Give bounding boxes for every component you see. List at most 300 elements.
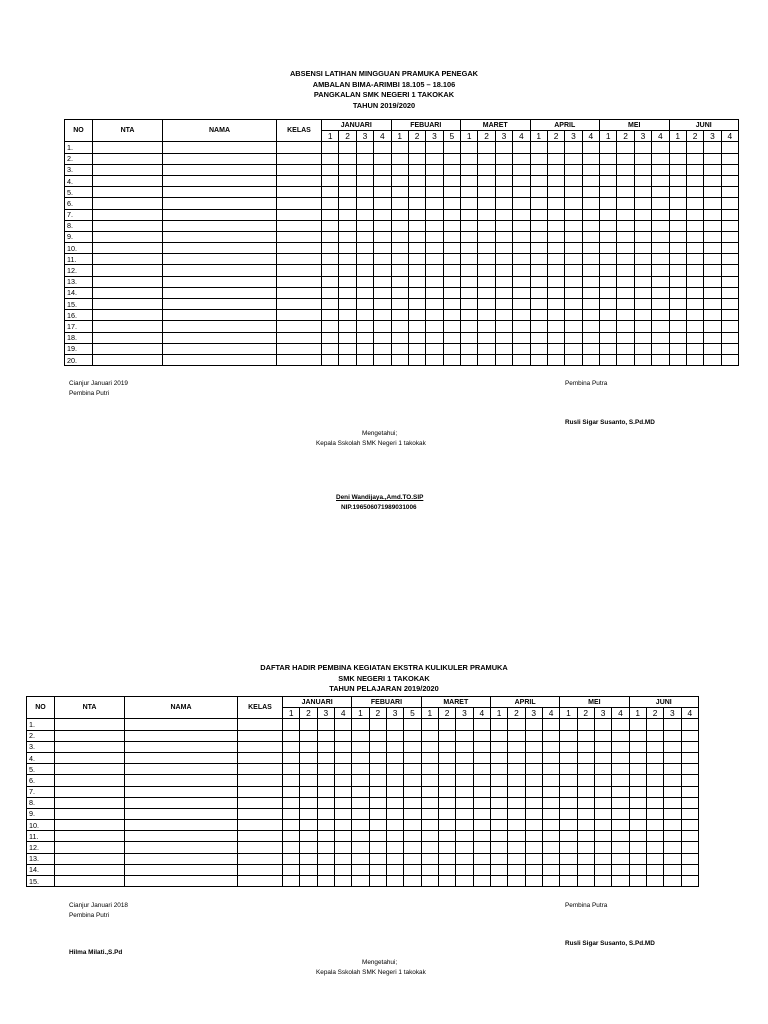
empty-cell [473,719,490,730]
empty-cell [438,752,455,763]
empty-cell [513,332,530,343]
empty-cell [525,719,542,730]
empty-cell [600,198,617,209]
empty-cell [565,175,582,186]
empty-cell [163,142,277,153]
empty-cell [277,175,322,186]
empty-cell [629,741,646,752]
empty-cell [681,797,698,808]
empty-cell [356,343,373,354]
empty-cell [681,719,698,730]
empty-cell [461,231,478,242]
empty-cell [334,719,351,730]
empty-cell [542,730,559,741]
empty-cell [634,321,651,332]
empty-cell [334,730,351,741]
empty-cell [55,808,125,819]
row-number: 4. [27,752,55,763]
row-number: 20. [65,354,93,365]
empty-cell [391,287,408,298]
sheet2-kepala-sekolah-label: Kepala Sskolah SMK Negeri 1 takokak [316,969,426,976]
empty-cell [408,175,425,186]
empty-cell [495,287,512,298]
empty-cell [495,310,512,321]
empty-cell [473,808,490,819]
header-nta: NTA [55,697,125,719]
empty-cell [577,719,594,730]
empty-cell [542,752,559,763]
empty-cell [408,243,425,254]
empty-cell [577,775,594,786]
header-week: 3 [495,131,512,142]
empty-cell [478,198,495,209]
empty-cell [125,775,238,786]
empty-cell [547,343,564,354]
empty-cell [513,354,530,365]
empty-cell [669,287,686,298]
empty-cell [530,175,547,186]
empty-cell [721,243,738,254]
empty-cell [652,299,669,310]
empty-cell [664,752,681,763]
empty-cell [443,276,460,287]
empty-cell [495,276,512,287]
empty-cell [404,842,421,853]
header-week: 4 [374,131,391,142]
empty-cell [426,175,443,186]
header-week: 3 [565,131,582,142]
empty-cell [473,741,490,752]
empty-cell [530,220,547,231]
row-number: 15. [65,299,93,310]
empty-cell [495,198,512,209]
empty-cell [163,276,277,287]
empty-cell [352,876,369,887]
empty-cell [582,321,599,332]
empty-cell [55,797,125,808]
empty-cell [617,343,634,354]
empty-cell [391,187,408,198]
empty-cell [478,231,495,242]
row-number: 18. [65,332,93,343]
table-row [65,287,739,298]
table-row [27,752,699,763]
empty-cell [386,808,403,819]
empty-cell [404,719,421,730]
empty-cell [681,853,698,864]
empty-cell [721,220,738,231]
row-number: 7. [65,209,93,220]
empty-cell [704,343,721,354]
empty-cell [300,842,317,853]
table-row [65,142,739,153]
empty-cell [461,187,478,198]
empty-cell [317,831,334,842]
empty-cell [55,820,125,831]
empty-cell [669,321,686,332]
table-row [65,343,739,354]
empty-cell [646,820,663,831]
empty-cell [634,243,651,254]
empty-cell [612,831,629,842]
header-week: 4 [721,131,738,142]
empty-cell [542,797,559,808]
empty-cell [421,853,438,864]
empty-cell [277,287,322,298]
empty-cell [490,764,507,775]
table-row [65,299,739,310]
table-row [27,820,699,831]
empty-cell [163,310,277,321]
empty-cell [577,820,594,831]
table-row [27,853,699,864]
empty-cell [669,343,686,354]
empty-cell [374,299,391,310]
empty-cell [478,354,495,365]
sheet1-title [0,69,768,111]
header-no: NO [65,120,93,142]
empty-cell [530,198,547,209]
empty-cell [443,310,460,321]
empty-cell [283,741,300,752]
sheet1-attendance-table [64,119,739,366]
empty-cell [560,752,577,763]
empty-cell [560,719,577,730]
empty-cell [560,864,577,875]
empty-cell [664,775,681,786]
empty-cell [565,187,582,198]
table-row [65,164,739,175]
row-number: 6. [27,775,55,786]
empty-cell [317,775,334,786]
empty-cell [456,786,473,797]
empty-cell [386,864,403,875]
empty-cell [704,175,721,186]
empty-cell [438,853,455,864]
empty-cell [356,310,373,321]
empty-cell [478,209,495,220]
empty-cell [404,864,421,875]
table-row [65,354,739,365]
empty-cell [93,276,163,287]
empty-cell [582,220,599,231]
empty-cell [369,775,386,786]
empty-cell [421,876,438,887]
empty-cell [334,831,351,842]
empty-cell [334,775,351,786]
empty-cell [525,730,542,741]
header-week: 3 [594,708,611,719]
table-row [65,243,739,254]
row-number: 5. [65,187,93,198]
empty-cell [408,254,425,265]
header-week: 1 [490,708,507,719]
empty-cell [334,820,351,831]
empty-cell [386,741,403,752]
empty-cell [408,332,425,343]
empty-cell [426,198,443,209]
empty-cell [93,164,163,175]
empty-cell [426,354,443,365]
row-number: 14. [27,864,55,875]
empty-cell [560,730,577,741]
empty-cell [508,752,525,763]
empty-cell [93,153,163,164]
empty-cell [374,276,391,287]
empty-cell [426,220,443,231]
empty-cell [391,276,408,287]
header-week: 3 [634,131,651,142]
empty-cell [617,153,634,164]
empty-cell [600,287,617,298]
empty-cell [300,741,317,752]
empty-cell [495,209,512,220]
empty-cell [391,209,408,220]
empty-cell [490,719,507,730]
header-kelas: KELAS [238,697,283,719]
empty-cell [238,842,283,853]
empty-cell [704,164,721,175]
header-week: 1 [391,131,408,142]
empty-cell [721,231,738,242]
empty-cell [629,752,646,763]
empty-cell [686,209,703,220]
empty-cell [408,209,425,220]
empty-cell [163,164,277,175]
empty-cell [600,243,617,254]
empty-cell [238,831,283,842]
empty-cell [443,299,460,310]
empty-cell [339,164,356,175]
empty-cell [391,310,408,321]
empty-cell [55,764,125,775]
empty-cell [443,198,460,209]
empty-cell [664,831,681,842]
empty-cell [617,310,634,321]
empty-cell [652,276,669,287]
empty-cell [513,220,530,231]
header-kelas: KELAS [277,120,322,142]
header-week: 1 [629,708,646,719]
empty-cell [163,220,277,231]
empty-cell [652,354,669,365]
empty-cell [443,354,460,365]
empty-cell [582,164,599,175]
header-nama: NAMA [125,697,238,719]
empty-cell [612,719,629,730]
empty-cell [490,842,507,853]
header-week: 4 [582,131,599,142]
empty-cell [317,786,334,797]
header-week: 2 [408,131,425,142]
empty-cell [669,299,686,310]
empty-cell [577,876,594,887]
empty-cell [542,864,559,875]
empty-cell [704,265,721,276]
empty-cell [374,164,391,175]
empty-cell [490,730,507,741]
empty-cell [438,831,455,842]
empty-cell [681,842,698,853]
empty-cell [530,265,547,276]
empty-cell [334,786,351,797]
row-number: 4. [65,175,93,186]
table-row [27,864,699,875]
empty-cell [612,797,629,808]
empty-cell [352,853,369,864]
empty-cell [322,321,339,332]
empty-cell [681,876,698,887]
empty-cell [421,719,438,730]
empty-cell [652,265,669,276]
empty-cell [478,343,495,354]
empty-cell [600,164,617,175]
empty-cell [582,243,599,254]
empty-cell [426,254,443,265]
header-week: 2 [369,708,386,719]
empty-cell [686,220,703,231]
empty-cell [125,752,238,763]
empty-cell [408,142,425,153]
empty-cell [421,808,438,819]
empty-cell [356,265,373,276]
empty-cell [508,797,525,808]
empty-cell [408,231,425,242]
empty-cell [55,876,125,887]
empty-cell [408,276,425,287]
empty-cell [352,764,369,775]
empty-cell [634,198,651,209]
empty-cell [456,775,473,786]
header-week: 1 [669,131,686,142]
row-number: 13. [65,276,93,287]
empty-cell [634,164,651,175]
empty-cell [238,820,283,831]
empty-cell [356,254,373,265]
empty-cell [542,764,559,775]
empty-cell [238,752,283,763]
table-row [27,730,699,741]
empty-cell [317,741,334,752]
sheet1-pembina-putra-label: Pembina Putra [565,380,608,387]
empty-cell [317,808,334,819]
empty-cell [322,354,339,365]
empty-cell [547,276,564,287]
empty-cell [163,153,277,164]
empty-cell [238,808,283,819]
empty-cell [438,808,455,819]
empty-cell [443,164,460,175]
empty-cell [704,231,721,242]
empty-cell [547,265,564,276]
empty-cell [582,343,599,354]
empty-cell [646,730,663,741]
empty-cell [300,775,317,786]
empty-cell [125,842,238,853]
empty-cell [93,299,163,310]
empty-cell [634,231,651,242]
empty-cell [125,831,238,842]
empty-cell [617,175,634,186]
empty-cell [163,209,277,220]
header-month: JANUARI [283,697,352,708]
table-row [65,332,739,343]
empty-cell [386,764,403,775]
header-week: 5 [404,708,421,719]
empty-cell [646,764,663,775]
header-week: 5 [443,131,460,142]
empty-cell [55,864,125,875]
empty-cell [456,876,473,887]
empty-cell [426,299,443,310]
empty-cell [426,209,443,220]
empty-cell [612,853,629,864]
empty-cell [508,764,525,775]
empty-cell [473,797,490,808]
empty-cell [352,831,369,842]
empty-cell [490,853,507,864]
empty-cell [408,310,425,321]
empty-cell [513,164,530,175]
empty-cell [704,321,721,332]
empty-cell [277,209,322,220]
header-month: JANUARI [322,120,392,131]
empty-cell [634,153,651,164]
empty-cell [356,209,373,220]
empty-cell [634,276,651,287]
header-week: 1 [600,131,617,142]
empty-cell [594,876,611,887]
empty-cell [721,354,738,365]
empty-cell [547,153,564,164]
empty-cell [646,876,663,887]
empty-cell [646,831,663,842]
empty-cell [438,741,455,752]
empty-cell [669,332,686,343]
empty-cell [283,786,300,797]
empty-cell [508,808,525,819]
empty-cell [374,142,391,153]
empty-cell [374,243,391,254]
empty-cell [530,187,547,198]
empty-cell [421,764,438,775]
empty-cell [238,719,283,730]
empty-cell [443,254,460,265]
empty-cell [426,343,443,354]
row-number: 5. [27,764,55,775]
empty-cell [495,332,512,343]
empty-cell [125,820,238,831]
empty-cell [664,786,681,797]
header-week: 2 [508,708,525,719]
empty-cell [478,276,495,287]
empty-cell [391,243,408,254]
empty-cell [577,864,594,875]
empty-cell [374,354,391,365]
sheet2-title-line: DAFTAR HADIR PEMBINA KEGIATAN EKSTRA KULIKULER PRAMUKA [260,663,508,672]
empty-cell [681,808,698,819]
empty-cell [721,164,738,175]
empty-cell [404,752,421,763]
empty-cell [386,797,403,808]
empty-cell [322,220,339,231]
empty-cell [426,321,443,332]
empty-cell [547,254,564,265]
empty-cell [386,831,403,842]
row-number: 10. [65,243,93,254]
empty-cell [600,321,617,332]
empty-cell [478,265,495,276]
